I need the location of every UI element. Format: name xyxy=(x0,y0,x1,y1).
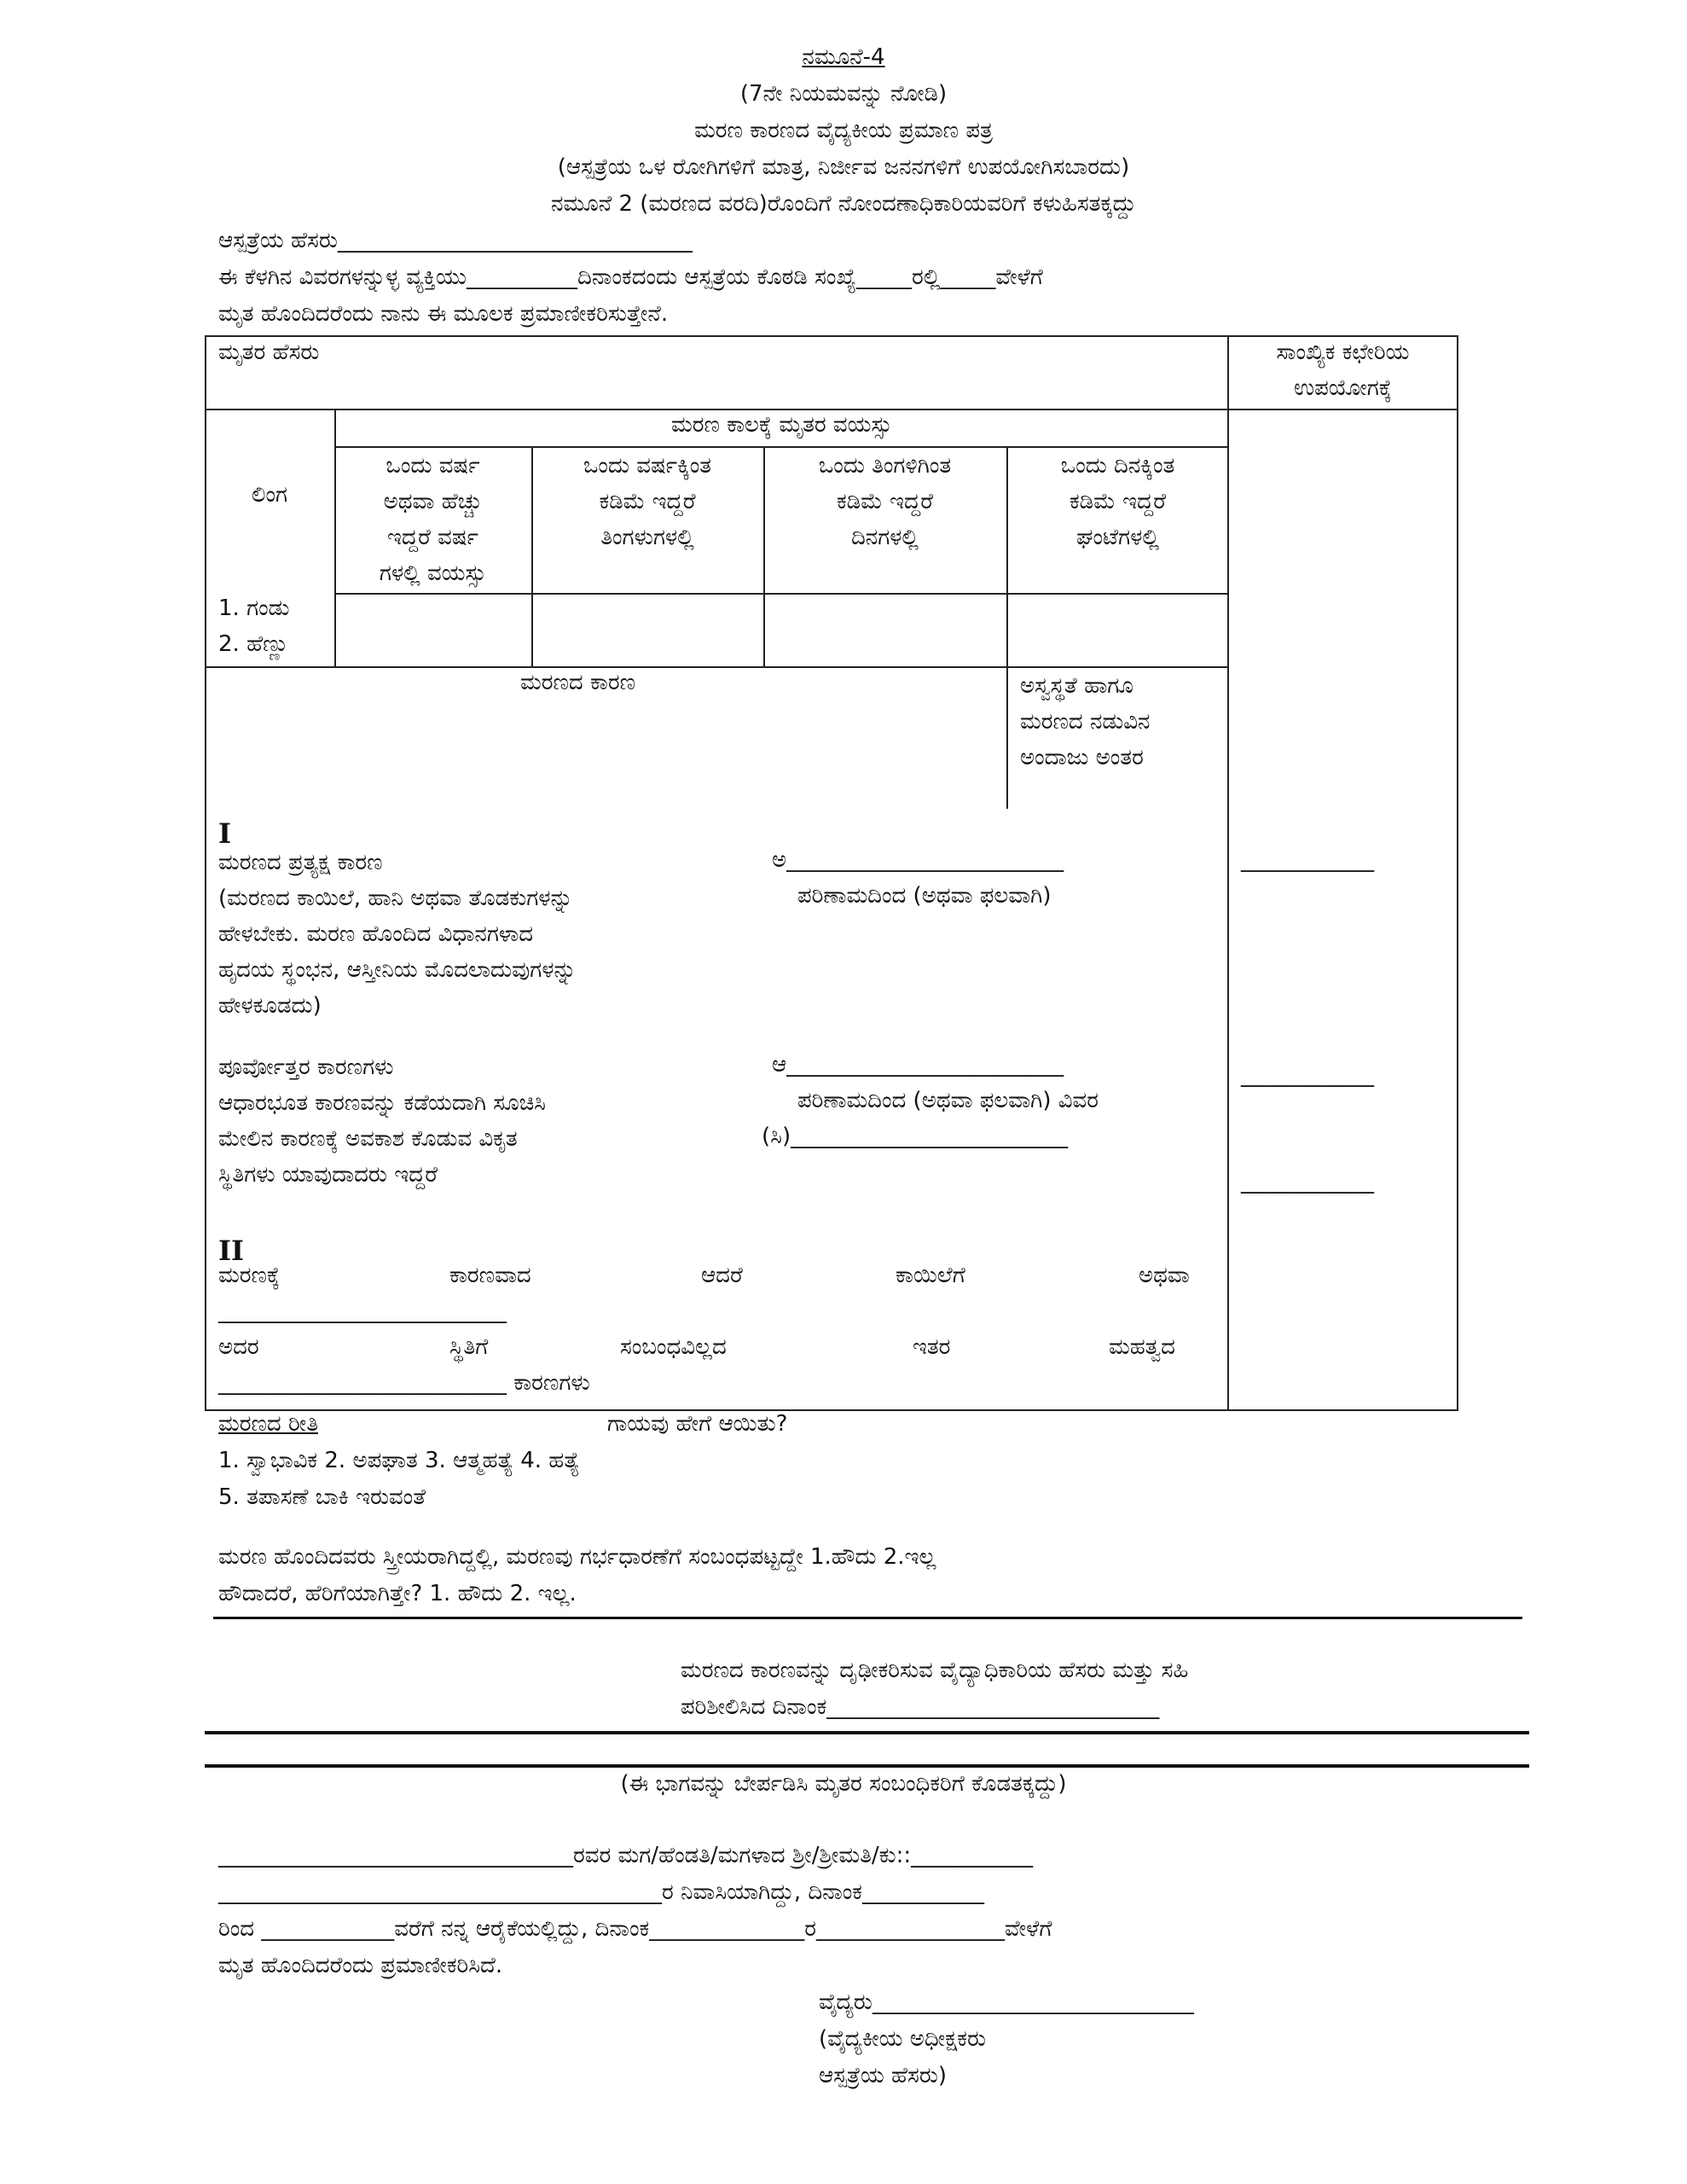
pregnancy-question-2[interactable]: ಹೌದಾದರೆ, ಹೆರಿಗೆಯಾಗಿತ್ತೇ? 1. ಹೌದು 2. ಇಲ್ಲ. xyxy=(218,1581,577,1606)
intro-line-2: ಮೃತ ಹೊಂದಿದರೆಂದು ನಾನು ಈ ಮೂಲಕ ಪ್ರಮಾಣೀಕರಿಸುತ್ತೇನೆ. xyxy=(218,301,669,327)
stat-blank-2[interactable]: ____________ xyxy=(1241,1062,1374,1088)
statistical-office-label-2: ಉಪಯೋಗಕ್ಕೆ xyxy=(1294,375,1392,401)
age-header: ಮರಣ ಕಾಲಕ್ಕೆ ಮೃತರ ವಯಸ್ಸು xyxy=(670,412,893,438)
form-title: ಮರಣ ಕಾರಣದ ವೈದ್ಯಕೀಯ ಪ್ರಮಾಣ ಪತ್ರ xyxy=(694,118,993,143)
cause-header: ಮರಣದ ಕಾರಣ xyxy=(520,670,636,695)
part-2-label: II xyxy=(218,1234,244,1267)
cause-a-field[interactable]: ಅ_________________________ xyxy=(772,847,1064,873)
slip-line-4: ಮೃತ ಹೊಂದಿದರೆಂದು ಪ್ರಮಾಣೀಕರಿಸಿದೆ. xyxy=(218,1953,503,1978)
age-hours-header: ಒಂದು ದಿನಕ್ಕಿಂತ ಕಡಿಮೆ ಇದ್ದರೆ ಘಂಟೆಗಳಲ್ಲಿ xyxy=(1060,453,1175,550)
rule-reference: (7ನೇ ನಿಯಮವನ್ನು ನೋಡಿ) xyxy=(739,81,948,107)
part-1-label: I xyxy=(218,817,231,850)
manner-options-1[interactable]: 1. ಸ್ವಾಭಾವಿಕ 2. ಅಪಘಾತ 3. ಆತ್ಮಹತ್ಯೆ 4. ಹತ್ಯೆ xyxy=(218,1448,580,1473)
divider-1 xyxy=(213,1617,1522,1619)
sex-option-male[interactable]: 1. ಗಂಡು xyxy=(218,595,290,621)
verified-date-field[interactable]: ಪರಿಶೀಲಿಸಿದ ದಿನಾಂಕ______________________________ xyxy=(681,1694,1160,1720)
age-years-header: ಒಂದು ವರ್ಷ ಅಥವಾ ಹೆಚ್ಚು ಇದ್ದರೆ ವರ್ಷ ಗಳಲ್ಲಿ ವಯಸ್ಸು xyxy=(379,453,487,586)
sex-label: ಲಿಂಗ xyxy=(251,482,288,508)
slip-line-3[interactable]: ರಿಂದ ____________ವರೆಗೆ ನನ್ನ ಆರೈಕೆಯಲ್ಲಿದ್ದು, ದಿನಾಂಕ______________ರ_________________ವೇಳೆಗೆ xyxy=(218,1916,1052,1942)
due-to-label-1: ಪರಿಣಾಮದಿಂದ (ಅಥವಾ ಫಲವಾಗಿ) xyxy=(797,883,1052,909)
hospital-name-field[interactable]: ಆಸ್ಪತ್ರೆಯ ಹೆಸರು________________________________ xyxy=(218,228,693,253)
slip-line-1[interactable]: ________________________________ರವರ ಮಗ/ಹೆಂಡತಿ/ಮಗಳಾದ ಶ್ರೀ/ಶ್ರೀಮತಿ/ಕು::___________ xyxy=(218,1843,1034,1868)
form-usage-note: (ಆಸ್ಪತ್ರೆಯ ಒಳ ರೋಗಿಗಳಿಗೆ ಮಾತ್ರ, ನಿರ್ಜೀವ ಜನನಗಳಿಗೆ ಉಪಯೋಗಿಸಬಾರದು) xyxy=(557,154,1130,180)
cause-c-field[interactable]: (ಸಿ)_________________________ xyxy=(762,1124,1069,1149)
injury-question: ಗಾಯವು ಹೇಗೆ ಆಯಿತು? xyxy=(607,1411,788,1437)
slip-hospital-label: ಆಸ್ಪತ್ರೆಯ ಹೆಸರು) xyxy=(819,2063,948,2088)
doctor-signature-label: ಮರಣದ ಕಾರಣವನ್ನು ದೃಢೀಕರಿಸುವ ವೈದ್ಯಾಧಿಕಾರಿಯ ಹೆಸರು ಮತ್ತು ಸಹಿ xyxy=(681,1658,1189,1683)
due-to-label-2: ಪರಿಣಾಮದಿಂದ (ಅಥವಾ ಫಲವಾಗಿ) ವಿವರ xyxy=(797,1088,1099,1113)
cause-b-field[interactable]: ಆ_________________________ xyxy=(772,1052,1064,1077)
stat-blank-1[interactable]: ____________ xyxy=(1241,847,1374,873)
pregnancy-question-1[interactable]: ಮರಣ ಹೊಂದಿದವರು ಸ್ತ್ರೀಯರಾಗಿದ್ದಲ್ಲಿ, ಮರಣವು ಗರ್ಭಧಾರಣೆಗೆ ಸಂಬಂಧಪಟ್ಟದ್ದೇ 1.ಹೌದು 2.ಇಲ್ಲ xyxy=(218,1544,936,1570)
manner-of-death-label: ಮರಣದ ರೀತಿ xyxy=(218,1411,318,1437)
part2-blank-2[interactable]: __________________________ ಕಾರಣಗಳು xyxy=(218,1370,590,1396)
part2-word-10: ಮಹತ್ವದ xyxy=(1109,1334,1175,1360)
sex-option-female[interactable]: 2. ಹೆಣ್ಣು xyxy=(218,631,289,657)
interval-header: ಅಸ್ವಸ್ಥತೆ ಹಾಗೂ ಮರಣದ ನಡುವಿನ ಅಂದಾಜು ಅಂತರ xyxy=(1020,673,1151,770)
part2-word-5: ಅಥವಾ xyxy=(1139,1263,1190,1288)
form-number: ನಮೂನೆ-4 xyxy=(802,44,885,70)
divider-2 xyxy=(205,1731,1529,1734)
part2-blank-1[interactable]: __________________________ xyxy=(218,1298,507,1324)
part2-word-8: ಸಂಬಂಧವಿಲ್ಲದ xyxy=(620,1334,727,1360)
statistical-office-label-1: ಸಾಂಖ್ಯಿಕ ಕಛೇರಿಯ xyxy=(1276,340,1410,365)
superintendent-label: (ವೈದ್ಯಕೀಯ ಅಧೀಕ್ಷಕರು xyxy=(819,2026,986,2052)
part2-word-1: ಮರಣಕ್ಕೆ xyxy=(218,1263,281,1288)
part2-word-4: ಕಾಯಿಲೆಗೆ xyxy=(896,1263,965,1288)
form-send-note: ನಮೂನೆ 2 (ಮರಣದ ವರದಿ)ರೊಂದಿಗೆ ನೋಂದಣಾಧಿಕಾರಿಯವರಿಗೆ ಕಳುಹಿಸತಕ್ಕದ್ದು xyxy=(550,191,1137,217)
slip-note: (ಈ ಭಾಗವನ್ನು ಬೇರ್ಪಡಿಸಿ ಮೃತರ ಸಂಬಂಧಿಕರಿಗೆ ಕೊಡತಕ್ಕದ್ದು) xyxy=(620,1771,1067,1797)
doctor-field[interactable]: ವೈದ್ಯರು_____________________________ xyxy=(819,1989,1194,2015)
age-months-header: ಒಂದು ವರ್ಷಕ್ಕಿಂತ ಕಡಿಮೆ ಇದ್ದರೆ ತಿಂಗಳುಗಳಲ್ಲಿ xyxy=(583,453,712,550)
deceased-name-label: ಮೃತರ ಹೆಸರು xyxy=(218,340,320,365)
part2-word-9: ಇತರ xyxy=(913,1334,951,1360)
stat-blank-3[interactable]: ____________ xyxy=(1241,1169,1374,1194)
antecedent-causes-text: ಪೂರ್ವೋತ್ತರ ಕಾರಣಗಳು ಆಧಾರಭೂತ ಕಾರಣವನ್ನು ಕಡೆಯದಾಗಿ ಸೂಚಿಸಿ ಮೇಲಿನ ಕಾರಣಕ್ಕೆ ಅವಕಾಶ ಕೊಡುವ ವಿಕೃತ ಸ್ಥಿತಿಗಳು ಯಾವುದಾದರು ಇದ್ದರೆ xyxy=(218,1054,546,1188)
intro-line-1: ಈ ಕೆಳಗಿನ ವಿವರಗಳನ್ನುಳ್ಳ ವ್ಯಕ್ತಿಯು__________ದಿನಾಂಕದಂದು ಆಸ್ಪತ್ರೆಯ ಕೊಠಡಿ ಸಂಖ್ಯೆ_____ರಲ್ಲಿ_____ವೇಳೆಗೆ xyxy=(218,264,1043,290)
part2-word-7: ಸ್ಥಿತಿಗೆ xyxy=(449,1334,489,1360)
part2-word-3: ಆದರೆ xyxy=(701,1263,743,1288)
part2-word-6: ಅದರ xyxy=(218,1334,259,1360)
slip-line-2[interactable]: ________________________________________ರ ನಿವಾಸಿಯಾಗಿದ್ದು, ದಿನಾಂಕ___________ xyxy=(218,1879,985,1905)
divider-3 xyxy=(205,1764,1529,1768)
immediate-cause-text: ಮರಣದ ಪ್ರತ್ಯಕ್ಷ ಕಾರಣ (ಮರಣದ ಕಾಯಿಲೆ, ಹಾನಿ ಅಥವಾ ತೊಡಕುಗಳನ್ನು ಹೇಳಬೇಕು. ಮರಣ ಹೊಂದಿದ ವಿಧಾನಗಳಾದ ಹೃದಯ ಸ್ಥಂಭನ, ಆಸ್ತೀನಿಯ ಮೊದಲಾದುವುಗಳನ್ನು ಹೇಳಕೂಡದು) xyxy=(218,850,577,1019)
manner-options-2[interactable]: 5. ತಪಾಸಣೆ ಬಾಕಿ ಇರುವಂತೆ xyxy=(218,1484,426,1510)
age-days-header: ಒಂದು ತಿಂಗಳಿಗಿಂತ ಕಡಿಮೆ ಇದ್ದರೆ ದಿನಗಳಲ್ಲಿ xyxy=(818,453,952,550)
part2-word-2: ಕಾರಣವಾದ xyxy=(449,1263,531,1288)
